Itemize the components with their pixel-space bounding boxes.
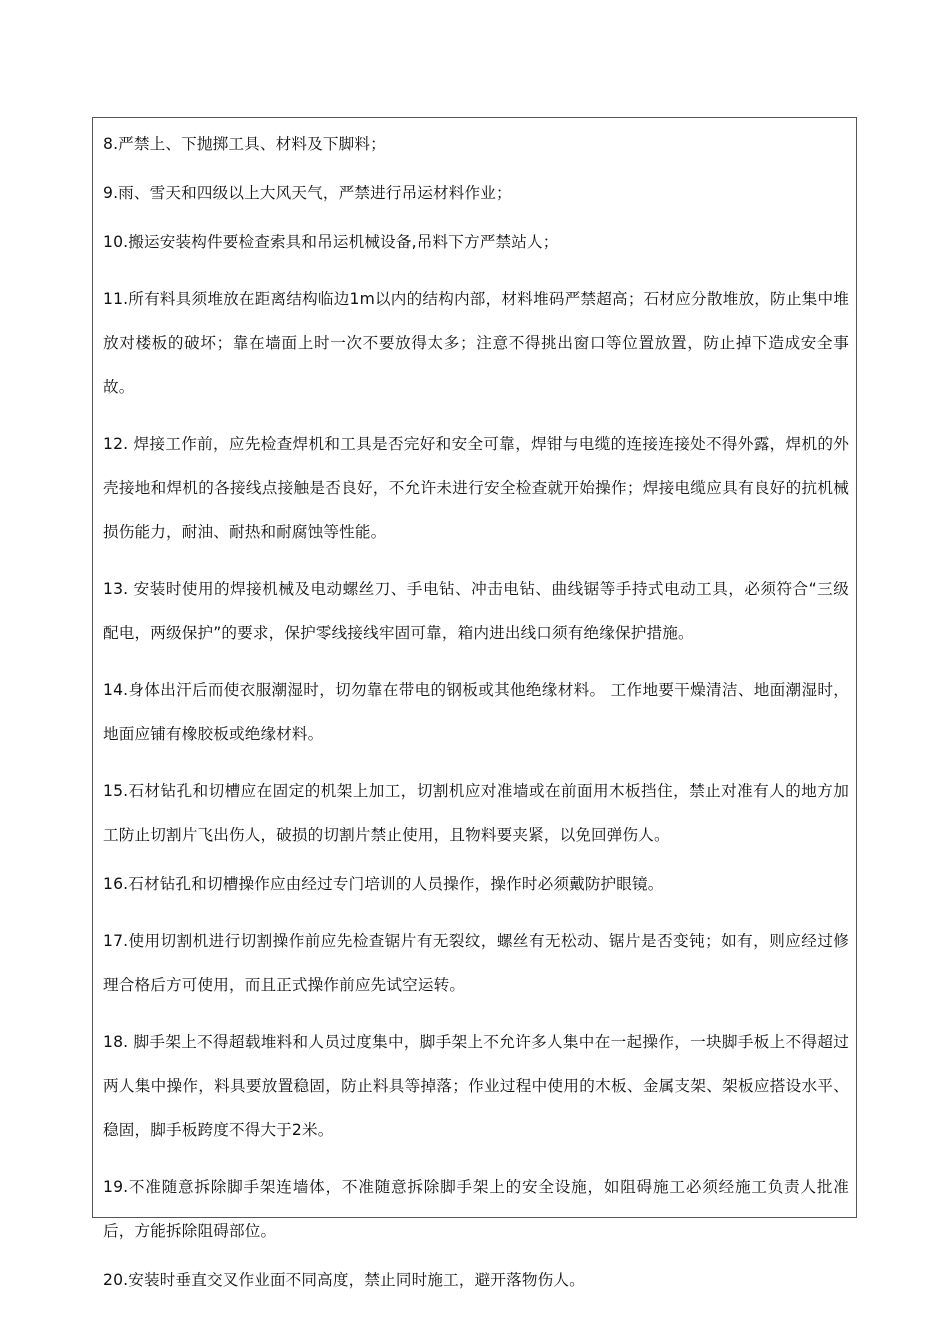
list-item: 12. 焊接工作前，应先检查焊机和工具是否完好和安全可靠，焊钳与电缆的连接连接处不得外露，焊机的外壳接地和焊机的各接线点接触是否良好，不允许未进行安全检查就开始操作；焊接电缆应具有良好的抗机械损伤能力，耐油、耐热和耐腐蚀等性能。 [103, 435, 849, 541]
list-item: 17.使用切割机进行切割操作前应先检查锯片有无裂纹，螺丝有无松动、锯片是否变钝；如有，则应经过修理合格后方可使用，而且正式操作前应先试空运转。 [103, 932, 849, 994]
list-item: 9.雨、雪天和四级以上大风天气，严禁进行吊运材料作业； [103, 184, 512, 202]
list-item: 16.石材钻孔和切槽操作应由经过专门培训的人员操作，操作时必须戴防护眼镜。 [103, 875, 664, 893]
list-item: 8.严禁上、下抛掷工具、材料及下脚料； [103, 135, 386, 153]
document-frame [92, 117, 857, 1289]
list-item: 15.石材钻孔和切槽应在固定的机架上加工，切割机应对准墙或在前面用木板挡住，禁止对准有人的地方加工防止切割片飞出伤人，破损的切割片禁止使用，且物料要夹紧，以免回弹伤人。 [103, 782, 849, 844]
document-body [103, 130, 849, 1315]
list-item: 10.搬运安装构件要检查索具和吊运机械设备,吊料下方严禁站人； [103, 233, 559, 251]
list-item: 11.所有料具须堆放在距离结构临边1m以内的结构内部，材料堆码严禁超高；石材应分散堆放，防止集中堆放对楼板的破坏；靠在墙面上时一次不要放得太多；注意不得挑出窗口等位置放置，防止掉下造成安全事故。 [103, 290, 849, 396]
list-item: 14.身体出汗后而使衣服潮湿时，切勿靠在带电的钢板或其他绝缘材料。 工作地要干燥清洁、地面潮湿时，地面应铺有橡胶板或绝缘材料。 [103, 681, 849, 743]
list-item: 18. 脚手架上不得超载堆料和人员过度集中，脚手架上不允许多人集中在一起操作，一块脚手板上不得超过两人集中操作，料具要放置稳固，防止料具等掉落；作业过程中使用的木板、金属支架、架板应搭设水平、稳固，脚手板跨度不得大于2米。 [103, 1033, 849, 1139]
list-item: 20.安装时垂直交叉作业面不同高度，禁止同时施工，避开落物伤人。 [103, 1271, 585, 1289]
list-item: 13. 安装时使用的焊接机械及电动螺丝刀、手电钻、冲击电钻、曲线锯等手持式电动工具，必须符合“三级配电，两级保护”的要求，保护零线接线牢固可靠，箱内进出线口须有绝缘保护措施。 [103, 580, 849, 642]
list-item: 19.不准随意拆除脚手架连墙体，不准随意拆除脚手架上的安全设施，如阻碍施工必须经施工负责人批准后，方能拆除阻碍部位。 [103, 1178, 849, 1240]
